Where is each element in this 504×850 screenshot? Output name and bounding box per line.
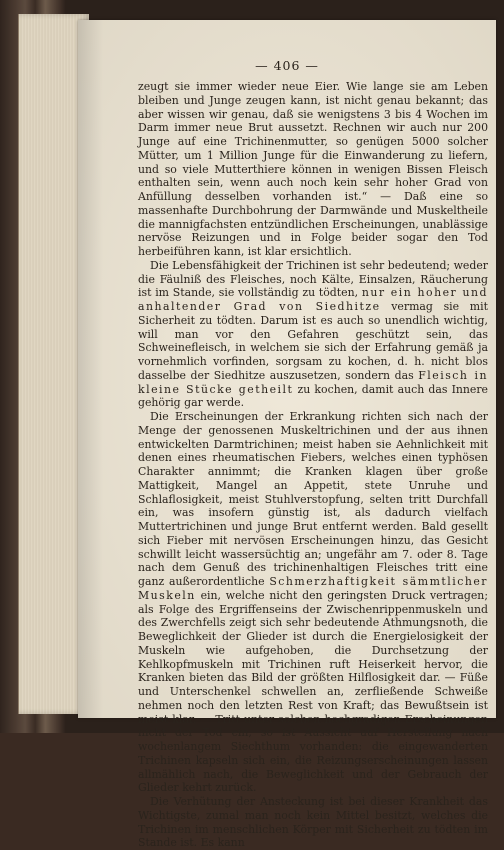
text-run: Die Lebensfähigkeit der Trichinen ist sehr bedeutend; weder die Fäulniß des Fleisches, noch Kälte, Einsalzen, Räucherung ist im Stande, sie vollständig zu tödten, (138, 258, 488, 300)
emphasized-text: Fleisch in kleine Stücke getheilt (138, 368, 488, 396)
text-run: zu kochen, damit auch das Innere gehörig gar werde. (138, 382, 488, 410)
text-run: Die Verhütung der Ansteckung ist bei dieser Krankheit das Wichtigste, zumal man noch kein Mittel besitzt, welches die Trichinen im menschlichen Körper mit Sicherheit zu tödten im Stande ist. Es kann (138, 795, 488, 850)
book-page (78, 20, 496, 850)
emphasized-text: Schmerzhaftigkeit sämmtlicher Muskeln (138, 575, 488, 602)
text-run: zeugt sie immer wieder neue Eier. Wie lange sie am Leben bleiben und Junge zeugen kann, ist nicht genau bekannt; das aber wissen wir genau, daß sie wenigstens 3 bis 4 Wochen im Darm immer neue Brut aussetzt. Rechnen wir auch nur 200 Junge auf eine Trichinenmutter, so genügen 5000 solcher Mütter, um 1 Million Junge für die Einwanderung zu liefern, und so viele Mutterthiere können in wenigen Bissen Fleisch enthalten sein, wenn auch noch kein sehr hoher Grad von Anfüllung desselben vorhanden ist.“ — Daß eine so massenhafte Durchbohrung der Darmwände und Muskeltheile die mannigfachsten entzündlichen Erscheinungen, unablässige nervöse Reizungen und in Folge beider sogar den Tod herbeiführen kann, ist klar ersichtlich. (138, 80, 488, 258)
paragraph (138, 80, 488, 259)
paragraph (138, 259, 488, 410)
text-run: vermag sie mit Sicherheit zu tödten. Darum ist es auch so unendlich wichtig, will man vor den Gefahren geschützt sein, das Schweinefleisch, in welchem sie sich der Erfahrung gemäß ja vornehmlich vorfinden, sorgsam zu kochen, d. h. nicht blos dasselbe der Siedhitze auszusetzen, sondern das (138, 300, 488, 382)
text-run: Die Erscheinungen der Erkrankung richten sich nach der Menge der genossenen Muskeltrichinen und der aus ihnen entwickelten Darmtrichinen; meist haben sie Aehnlichkeit mit denen eines rheumatischen Fiebers, welches einen typhösen Charakter annimmt; die Kranken klagen über große Mattigkeit, Mangel an Appetit, stete Unruhe und Schlaflosigkeit, meist Stuhlverstopfung, selten tritt Durchfall ein, was insofern günstig ist, als dadurch vielfach Muttertrichinen und junge Brut entfernt werden. Bald gesellt sich Fieber mit nervösen Erscheinungen hinzu, das Gesicht schwillt leicht wassersüchtig an; ungefähr am 7. oder 8. Tage nach dem Genuß des trichinenhaltigen Fleisches tritt eine ganz außerordentliche (138, 410, 488, 588)
page-number: — 406 — (255, 58, 319, 73)
body-text (138, 80, 488, 850)
paragraph (138, 795, 488, 850)
paragraph (138, 410, 488, 795)
emphasized-text: nur ein hoher und anhaltender Grad von Siedhitze (138, 286, 488, 313)
text-run: ein, welche nicht den geringsten Druck vertragen; als Folge des Ergriffenseins der Zwischenrippenmuskeln und des Zwerchfells zeigt sich sehr bedeutende Athmungsnoth, die Beweglichkeit der Glieder ist durch die Energielosigkeit der Muskeln wie aufgehoben, die Durchsetzung der Kehlkopfmuskeln mit Trichinen ruft Heiserkeit hervor, die Kranken bieten das Bild der größten Hilflosigkeit dar. — Füße und Unterschenkel schwellen an, zerfließende Schweiße nehmen noch den letzten Rest von Kraft; das Bewußtsein ist meist klar. — Tritt unter solchen hochgradigen Erscheinungen nicht der Tod ein, so ist Aussicht auf Herstellung nach wochenlangem Siechthum vorhanden: die eingewanderten Trichinen kapseln sich ein, die Reizungserscheinungen lassen allmählich nach, die Beweglichkeit und der Gebrauch der Glieder kehrt zurück. (138, 588, 488, 795)
